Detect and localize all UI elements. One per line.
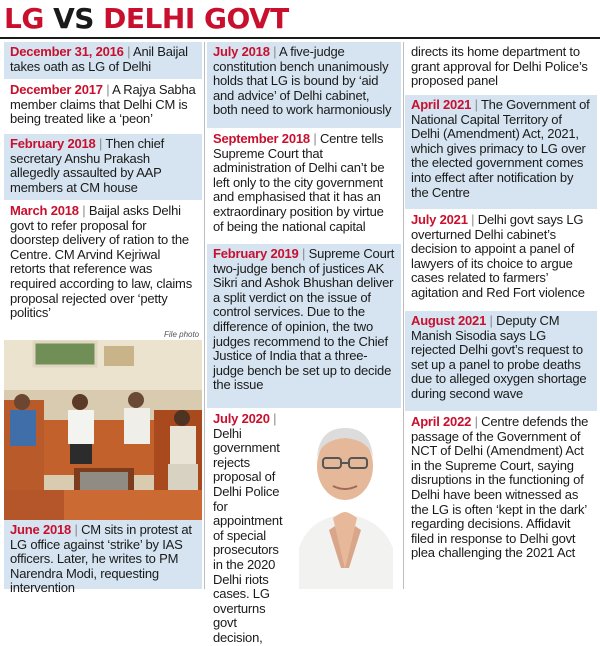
timeline-entry [405, 210, 597, 310]
entry-date: February 2019 [213, 246, 299, 261]
timeline-entry [405, 412, 597, 589]
entry-text: Then chief secretary Anshu Prakash allegedly assaulted by AAP members at CM house [10, 136, 165, 195]
entry-date: December 2017 [10, 82, 103, 97]
entry-separator: | [71, 522, 82, 537]
entry-date: April 2022 [411, 414, 472, 429]
headline [4, 2, 596, 36]
entry-text: Centre defends the passage of the Government of NCT of Delhi (Amendment) Act in the Supreme Court, saying disruptions in the functioning of Delhi have been witnessed as the LG is often ‘kept in the dark’ regarding decisions. Affidavit filed in response to Delhi govt plea challenging the 2021 Act [411, 414, 589, 561]
entry-date: June 2018 [10, 522, 72, 537]
headline-vs: VS [43, 2, 104, 35]
entry-text: Delhi government rejects proposal of Delhi Police for appointment of special prosecutors in the 2020 Delhi riots cases. LG overturns govt decision, [213, 425, 283, 645]
meeting-illustration [4, 340, 202, 520]
entry-separator: | [102, 82, 113, 97]
entry-separator: | [471, 97, 481, 112]
entry-separator: | [467, 212, 478, 227]
column-divider [403, 42, 404, 589]
entry-separator: | [269, 411, 277, 426]
column-divider [204, 42, 205, 589]
headline-rule [0, 37, 600, 39]
lg-portrait [289, 418, 401, 589]
entry-date: July 2018 [213, 44, 270, 59]
timeline-column-3 [405, 42, 597, 589]
entry-text: A Rajya Sabha member claims that Delhi CM is being treated like a ‘peon’ [10, 82, 196, 127]
entry-text: A five-judge constitution bench unanimously holds that LG is bound by ‘aid and advice’ of Delhi cabinet, both need to work harmoniously [213, 44, 392, 118]
entry-separator: | [78, 203, 89, 218]
entry-separator: | [123, 44, 133, 59]
entry-text: Centre tells Supreme Court that administration of Delhi can’t be left only to the city government and emphasised that it has an extraordinary position by virtue of being the national capital [213, 131, 385, 234]
timeline-entry [4, 520, 202, 596]
headline-lg: LG [4, 2, 44, 35]
entry-date: March 2018 [10, 203, 79, 218]
entry-date: February 2018 [10, 136, 96, 151]
timeline-entry [4, 201, 202, 327]
timeline-entry [207, 42, 401, 128]
entry-text: Deputy CM Manish Sisodia says LG rejected Delhi govt’s request to set up a panel to probe deaths due to alleged oxygen shortage during second wave [411, 313, 587, 401]
timeline-entry [207, 129, 401, 243]
timeline-column-2 [207, 42, 401, 645]
entry-date: July 2020 [213, 411, 270, 426]
entry-separator: | [486, 313, 497, 328]
entry-date: September 2018 [213, 131, 310, 146]
entry-separator: | [309, 131, 320, 146]
timeline-entry [4, 42, 202, 79]
entry-date: August 2021 [411, 313, 487, 328]
entry-text: directs its home department to grant approval for Delhi Police’s proposed panel [411, 44, 588, 89]
entry-text: CM sits in protest at LG office against ‘strike’ by IAS officers. Later, he writes to PM Narendra Modi, requesting intervention [10, 522, 192, 596]
entry-text: Supreme Court two-judge bench of justices AK Sikri and Ashok Bhushan deliver a split verdict on the issue of control services. Due to the difference of opinion, the two judges recommend to the Chief Justice of India that a three-judge bench be set up to decide the issue [213, 246, 395, 393]
entry-date: July 2021 [411, 212, 468, 227]
entry-date: April 2021 [411, 97, 472, 112]
headline-delhi-govt: DELHI GOVT [103, 2, 289, 35]
entry-separator: | [298, 246, 309, 261]
portrait-illustration [289, 418, 401, 589]
timeline-entry [405, 42, 597, 94]
timeline-column-1 [4, 42, 202, 596]
entry-text: Delhi govt says LG overturned Delhi cabinet’s decision to appoint a panel of lawyers of its choice to argue cases related to farmers’ agitation and Red Fort violence [411, 212, 585, 300]
meeting-photo [4, 340, 202, 520]
entry-separator: | [471, 414, 482, 429]
timeline-entry [207, 244, 401, 408]
timeline-entry [405, 311, 597, 411]
photo-credit: File photo [164, 330, 200, 339]
entry-date: December 31, 2016 [10, 44, 124, 59]
timeline-entry [4, 80, 202, 133]
timeline-entry [207, 409, 287, 645]
entry-text: Anil Baijal takes oath as LG of Delhi [10, 44, 188, 74]
entry-text: The Government of National Capital Territory of Delhi (Amendment) Act, 2021, which gives primacy to LG over the elected government comes into effect after notification by the Centre [411, 97, 590, 200]
timeline-entry [4, 134, 202, 200]
entry-separator: | [95, 136, 106, 151]
entry-separator: | [269, 44, 280, 59]
entry-text: Baijal asks Delhi govt to refer proposal for doorstep delivery of ration to the Centre. CM Arvind Kejriwal retorts that reference was required according to law, claims proposal rejected over ‘petty politics’ [10, 203, 192, 321]
timeline-entry [405, 95, 597, 209]
